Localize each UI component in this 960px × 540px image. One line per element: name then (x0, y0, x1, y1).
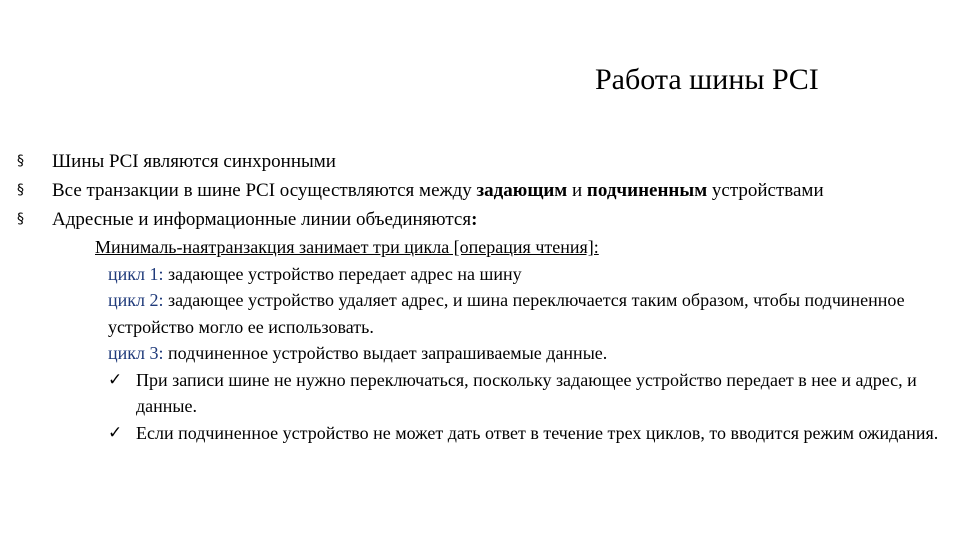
bullet-text-mid: и (567, 180, 587, 201)
cycle-text: подчиненное устройство выдает запрашиваемые данные. (163, 343, 608, 363)
bullet-text-colon: : (471, 209, 478, 230)
cycle-text: задающее устройство удаляет адрес, и шина переключается таким образом, чтобы подчиненное устройство могло ее использовать. (108, 290, 905, 337)
note-item-write (0, 367, 960, 420)
bullet-item-synchronous (0, 147, 960, 176)
slide-title: Работа шины PCI (595, 63, 819, 96)
cycle-item-3 (0, 340, 960, 367)
cycle-label: цикл 1: (108, 263, 164, 284)
bullet-text: Шины PCI являются синхронными (52, 151, 336, 172)
cycle-label: цикл 2: (108, 290, 164, 310)
square-bullet-icon: § (17, 211, 24, 227)
bullet-item-transactions (0, 176, 960, 205)
transaction-heading: Минималь-наятранзакция занимает три цикла [операция чтения]: (95, 237, 599, 257)
note-item-wait (0, 420, 960, 447)
cycle-text: задающее устройство передает адрес на шину (163, 263, 522, 284)
bullet-text-post: устройствами (707, 180, 824, 201)
bullet-text: Адресные и информационные линии объединяются (52, 209, 472, 230)
note-text: Если подчиненное устройство не может дать ответ в течение трех циклов, то вводится режим ожидания. (136, 422, 939, 443)
cycle-item-1 (0, 261, 960, 288)
square-bullet-icon: § (17, 182, 24, 198)
bullet-item-multiplexed-lines (0, 205, 960, 234)
square-bullet-icon: § (17, 153, 24, 169)
checkmark-icon: ✓ (108, 422, 123, 443)
bullet-text-pre: Все транзакции в шине PCI осуществляются между (52, 180, 477, 201)
bullet-text-bold-master: задающим (476, 180, 568, 201)
cycle-label: цикл 3: (108, 343, 164, 363)
bullet-text-bold-slave: подчиненным (586, 180, 708, 201)
bullet-list (0, 147, 960, 446)
note-text: При записи шине не нужно переключаться, поскольку задающее устройство передает в нее и адрес, и данные. (136, 369, 917, 416)
cycle-item-2 (0, 287, 960, 340)
transaction-block (0, 234, 960, 446)
checkmark-icon: ✓ (108, 369, 123, 390)
